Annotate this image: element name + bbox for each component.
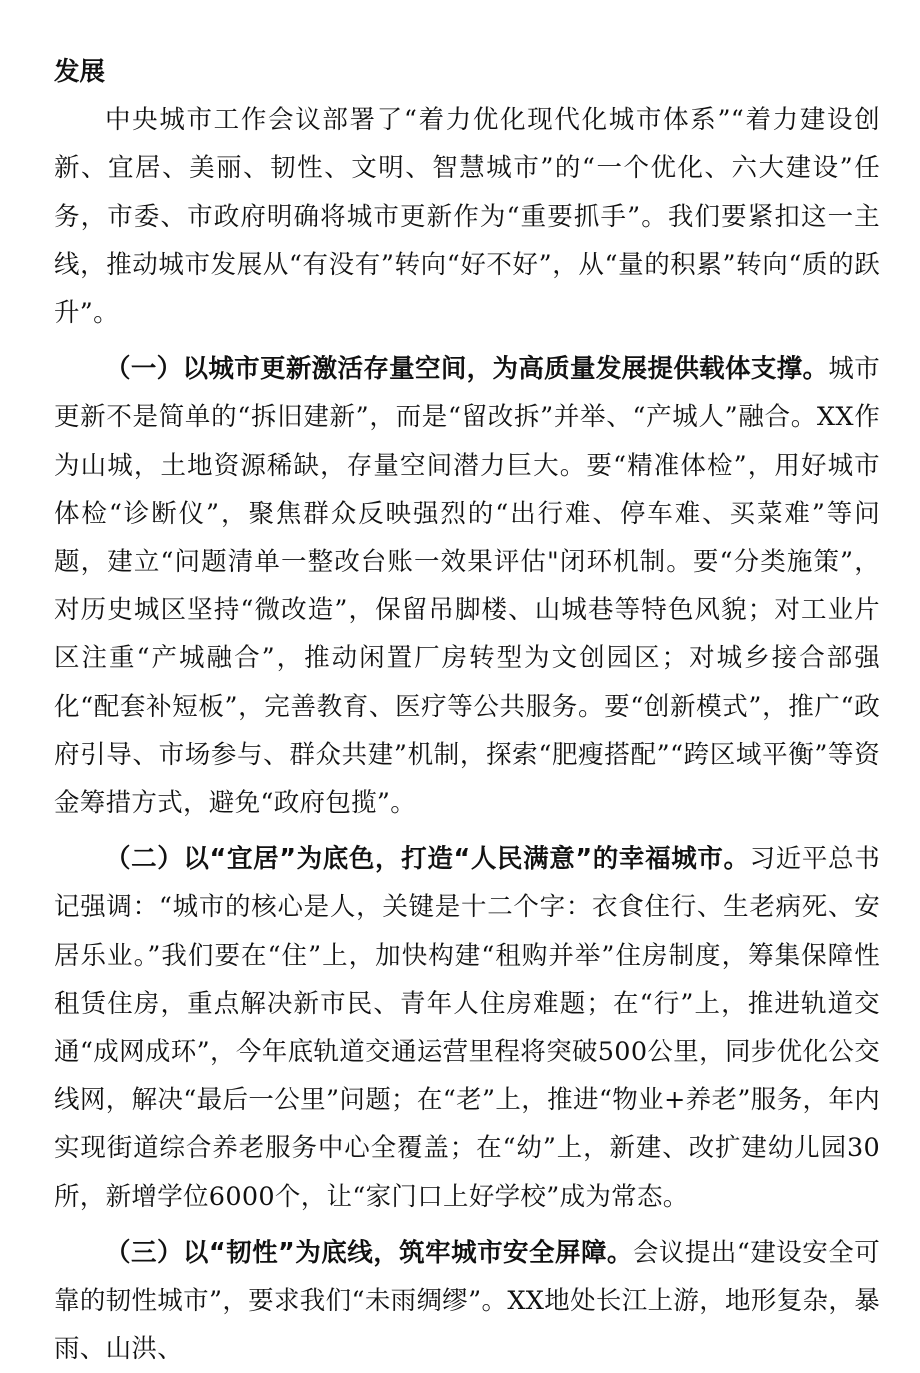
document-page [54,48,880,1373]
paragraph-body: 会议提出“建设安全可靠的韧性城市”，要求我们“未雨绸缪”。XX地处长江上游，地形复杂，暴雨、山洪、 [54,1237,880,1365]
paragraph-livable-city [54,835,880,1221]
section-heading: 发展 [54,57,106,87]
paragraph-body: 中央城市工作会议部署了“着力优化现代化城市体系”“着力建设创新、宜居、美丽、韧性、文明、智慧城市”的“一个优化、六大建设”任务，市委、市政府明确将城市更新作为“重要抓手”。我们要紧扣这一主线，推动城市发展从“有没有”转向“好不好”，从“量的积累”转向“质的跃升”。 [54,105,880,329]
paragraph-intro [54,96,880,337]
paragraph-body: 城市更新不是简单的“拆旧建新”，而是“留改拆”并举、“产城人”融合。XX作为山城，土地资源稀缺，存量空间潜力巨大。要“精准体检”，用好城市体检“诊断仪”，聚焦群众反映强烈的“出行难、停车难、买菜难”等问题，建立“问题清单一整改台账一效果评估"闭环机制。要“分类施策”，对历史城区坚持“微改造”，保留吊脚楼、山城巷等特色风貌；对工业片区注重“产城融合”，推动闲置厂房转型为文创园区；对城乡接合部强化“配套补短板”，完善教育、医疗等公共服务。要“创新模式”，推广“政府引导、市场参与、群众共建”机制，探索“肥瘦搭配”“跨区域平衡”等资金筹措方式，避免“政府包揽”。 [54,354,880,819]
paragraph-lead: （三）以“韧性”为底线，筑牢城市安全屏障。 [105,1237,633,1268]
paragraph-lead: （二）以“宜居”为底色，打造“人民满意”的幸福城市。 [105,844,750,875]
paragraph-lead: （一）以城市更新激活存量空间，为高质量发展提供载体支撑。 [105,354,829,385]
paragraph-urban-renewal [54,345,880,827]
paragraph-body: 习近平总书记强调：“城市的核心是人，关键是十二个字：衣食住行、生老病死、安居乐业。”我们要在“住”上，加快构建“租购并举”住房制度，筹集保障性租赁住房，重点解决新市民、青年人住房难题；在“行”上，推进轨道交通“成网成环”，今年底轨道交通运营里程将突破500公里，同步优化公交线网，解决“最后一公里”问题；在“老”上，推进“物业+养老”服务，年内实现街道综合养老服务中心全覆盖；在“幼”上，新建、改扩建幼儿园30所，新增学位6000个，让“家门口上好学校”成为常态。 [54,844,880,1212]
